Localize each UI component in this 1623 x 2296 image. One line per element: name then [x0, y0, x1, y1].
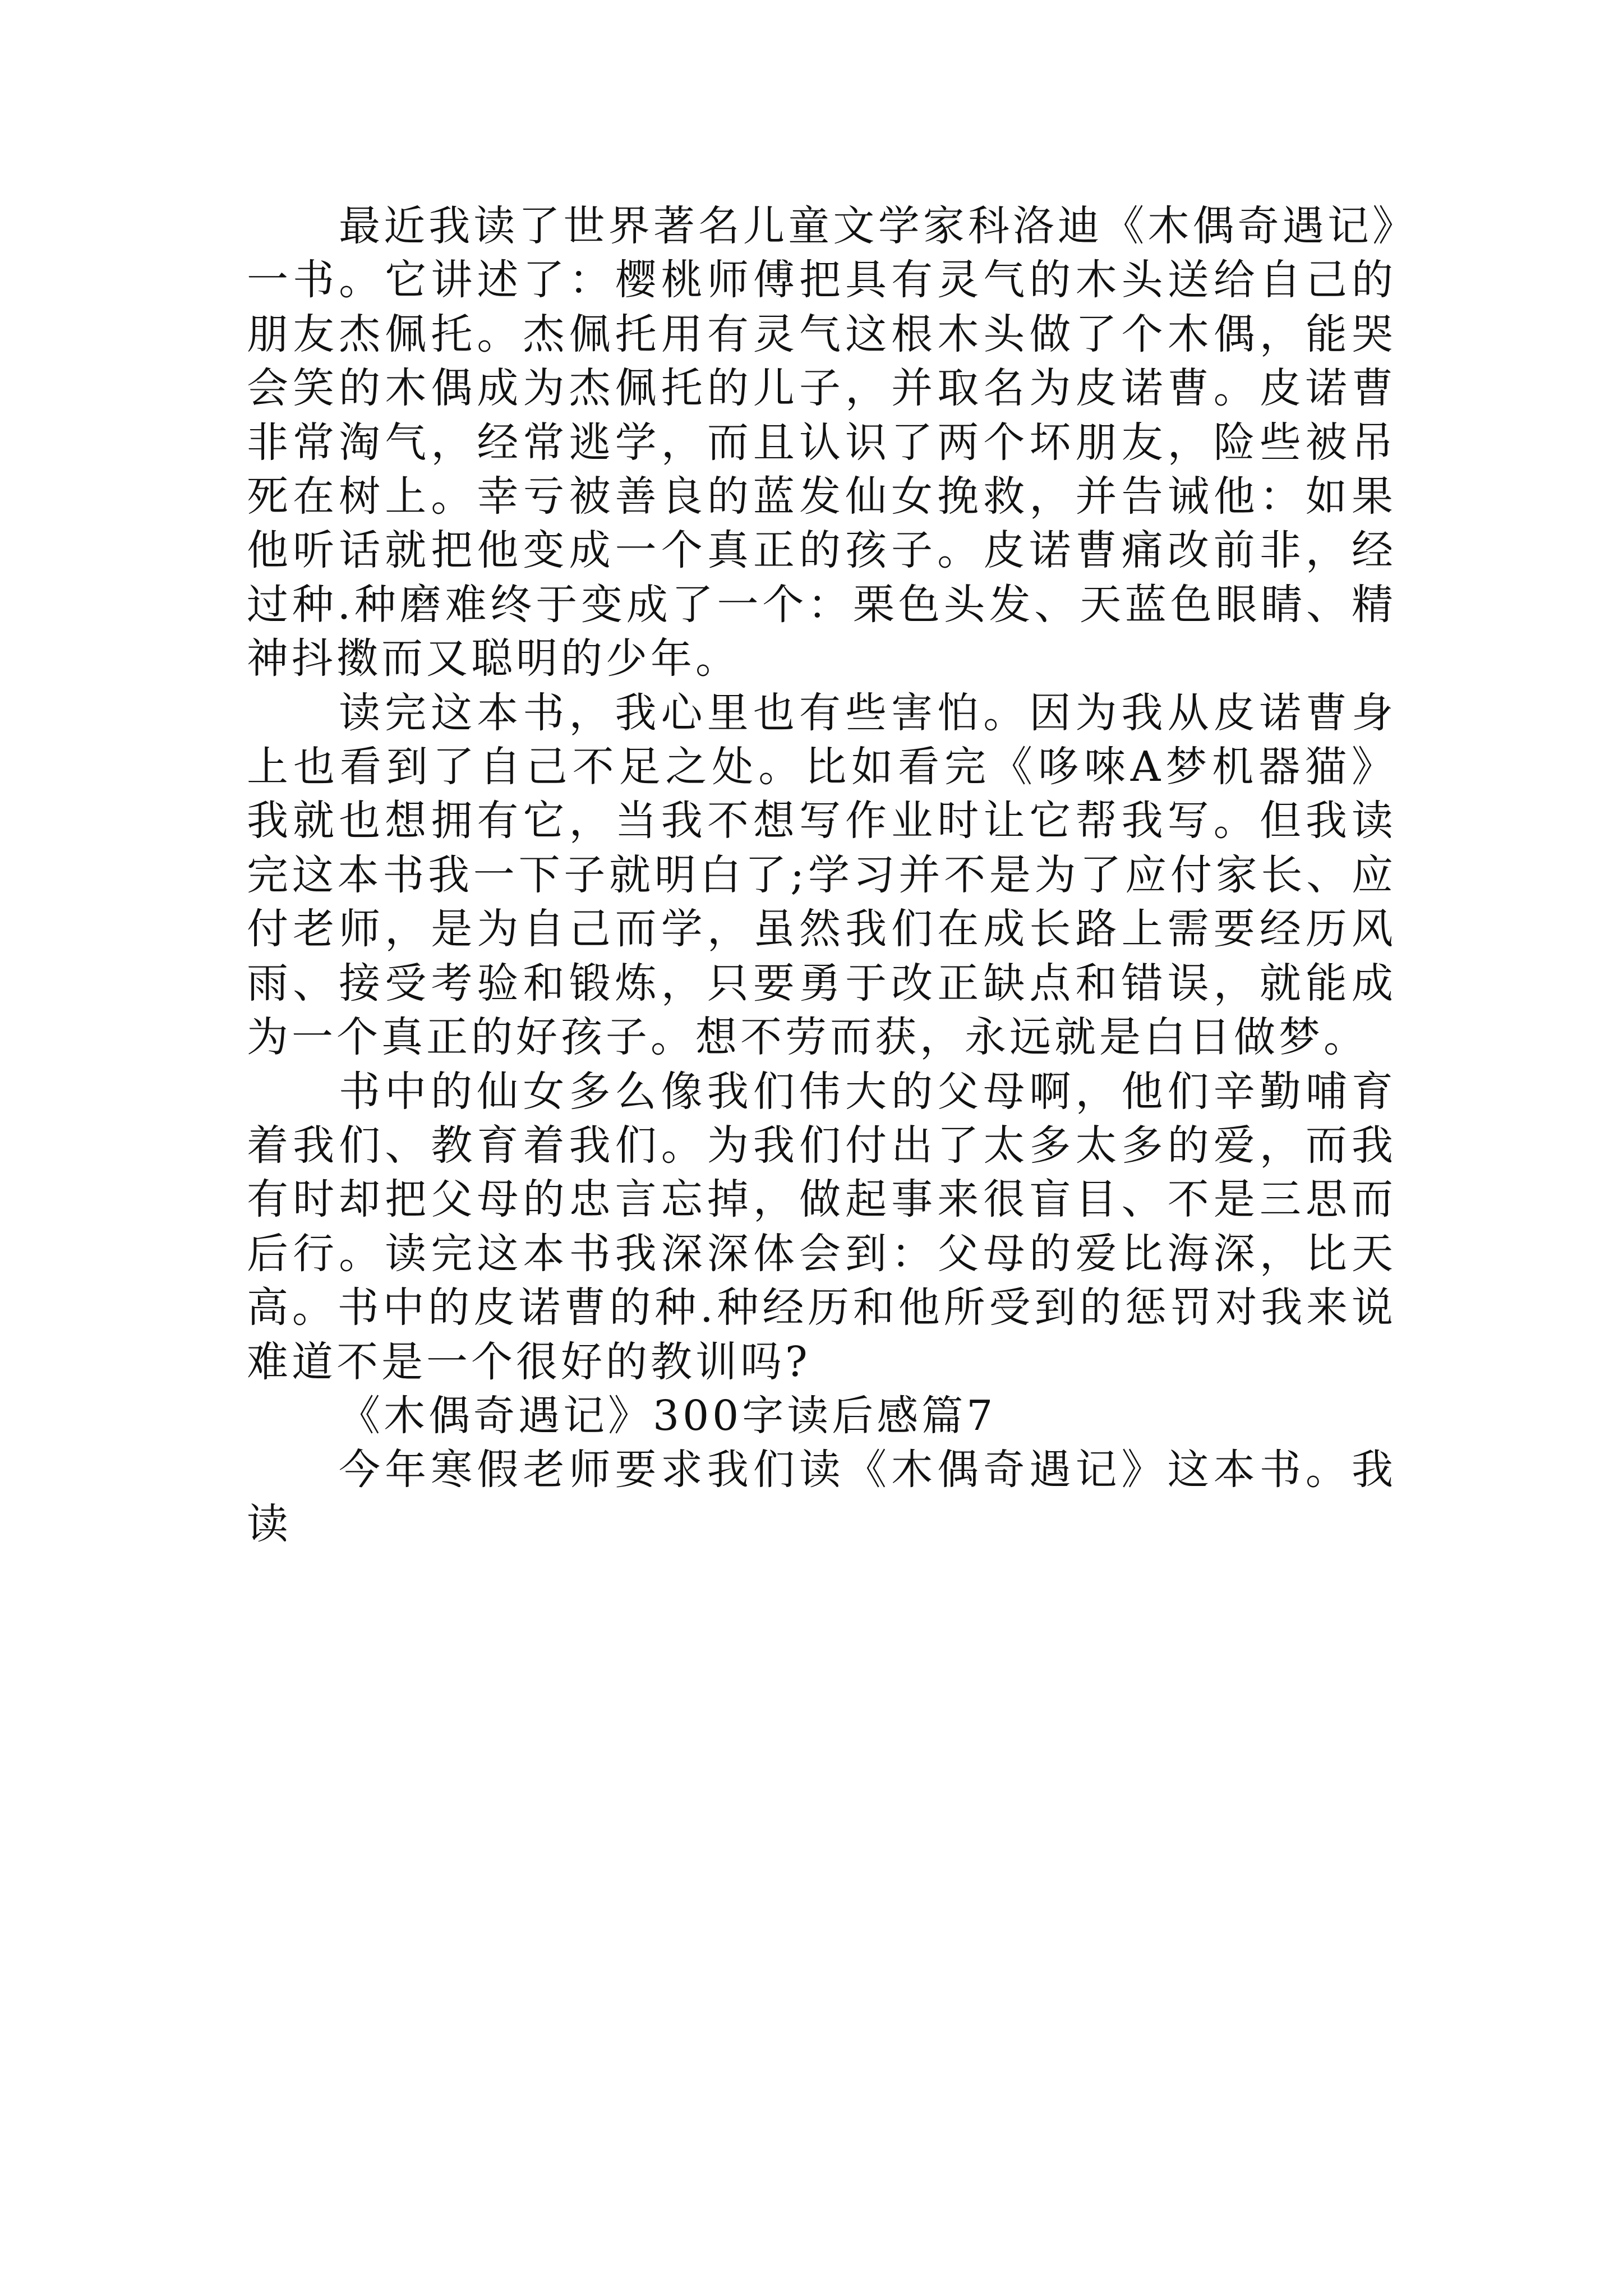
paragraph-3: 书中的仙女多么像我们伟大的父母啊，他们辛勤哺育着我们、教育着我们。为我们付出了太多太多的爱，而我有时却把父母的忠言忘掉，做起事来很盲目、不是三思而后行。读完这本书我深深体会到：父母的爱比海深，比天高。书中的皮诺曹的种.种经历和他所受到的惩罚对我来说难道不是一个很好的教训吗? — [247, 1067, 1396, 1386]
body-text — [247, 199, 1396, 1551]
paragraph-2: 读完这本书，我心里也有些害怕。因为我从皮诺曹身上也看到了自己不足之处。比如看完《哆唻A梦机器猫》我就也想拥有它，当我不想写作业时让它帮我写。但我读完这本书我一下子就明白了;学习并不是为了应付家长、应付老师，是为自己而学，虽然我们在成长路上需要经历风雨、接受考验和锻炼，只要勇于改正缺点和错误，就能成为一个真正的好孩子。想不劳而获，永远就是白日做梦。 — [247, 688, 1396, 1062]
section-heading: 《木偶奇遇记》300字读后感篇7 — [339, 1391, 997, 1440]
paragraph-1: 最近我读了世界著名儿童文学家科洛迪《木偶奇遇记》一书。它讲述了：樱桃师傅把具有灵气的木头送给自己的朋友杰佩托。杰佩托用有灵气这根木头做了个木偶，能哭会笑的木偶成为杰佩托的儿子，并取名为皮诺曹。皮诺曹非常淘气，经常逃学，而且认识了两个坏朋友，险些被吊死在树上。幸亏被善良的蓝发仙女挽救，并告诫他：如果他听话就把他变成一个真正的孩子。皮诺曹痛改前非，经过种.种磨难终于变成了一个：栗色头发、天蓝色眼睛、精神抖擞而又聪明的少年。 — [247, 202, 1396, 683]
paragraph-4: 今年寒假老师要求我们读《木偶奇遇记》这本书。我读 — [247, 1446, 1396, 1548]
